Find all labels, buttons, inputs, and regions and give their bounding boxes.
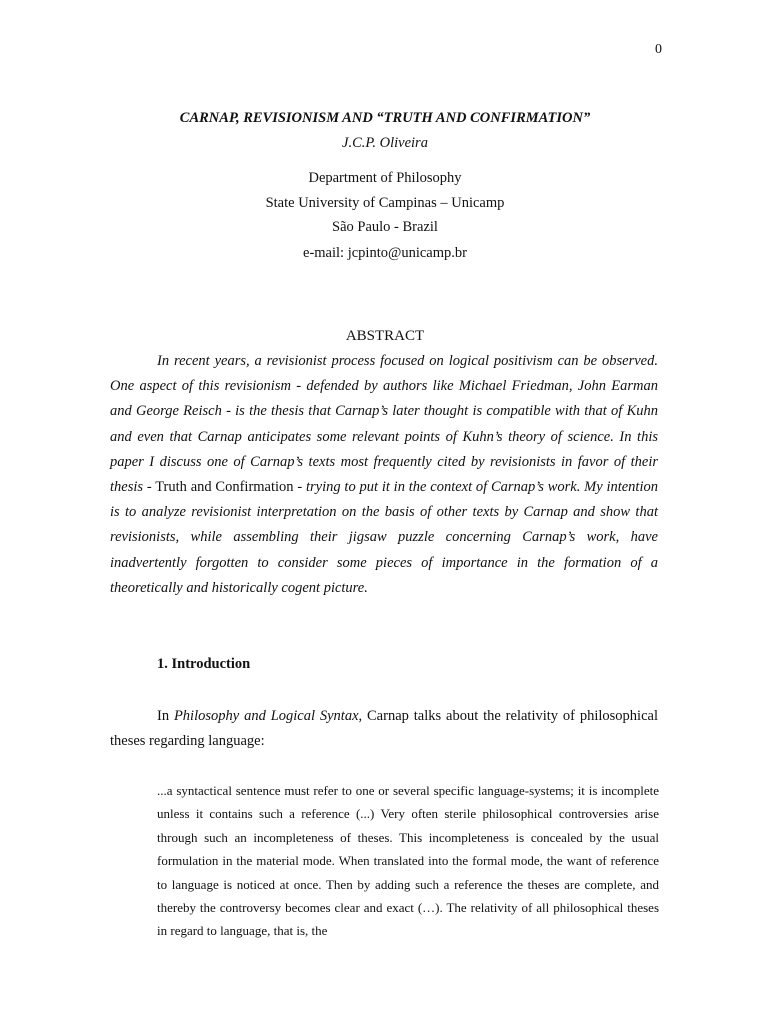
affiliation-email: e-mail: jcpinto@unicamp.br	[303, 245, 467, 261]
page-number: 0	[655, 42, 662, 57]
intro-paragraph	[110, 704, 658, 754]
paper-title: CARNAP, REVISIONISM AND “TRUTH AND CONFIRMATION”	[179, 110, 591, 126]
intro-prefix: In	[157, 708, 174, 724]
author-name: J.C.P. Oliveira	[342, 135, 428, 151]
abstract-body	[110, 349, 658, 601]
abstract-paragraph	[110, 349, 658, 601]
abstract-text-part2: trying to put it in the context of Carnap’s work. My intention is to analyze revisionist interpretation on the basis of other texts by Carnap and show that revisionists, while assembling their jigsaw puzzle concerning Carnap’s work, have inadvertently forgotten to consider some pieces of importance in the formation of a theoretically and historically cogent picture.	[110, 479, 658, 596]
section-heading: 1. Introduction	[157, 656, 251, 672]
block-quote: ...a syntactical sentence must refer to one or several specific language-systems; it is incomplete unless it contains such a reference (...) Very often sterile philosophical controversies arise through such an incompleteness of theses. This incompleteness is concealed by the usual formulation in the material mode. When translated into the formal mode, the want of reference to language is noticed at once. Then by adding such a reference the theses are complete, and thereby the controversy becomes clear and exact (…). The relativity of all philosophical theses in regard to language, that is, the	[157, 783, 659, 939]
abstract-heading: ABSTRACT	[345, 328, 425, 344]
intro-book-title: Philosophy and Logical Syntax	[173, 708, 359, 724]
affiliation-university: State University of Campinas – Unicamp	[265, 195, 505, 211]
abstract-text-part1: In recent years, a revisionist process focused on logical positivism can be observed. One aspect of this revisionism - defended by authors like Michael Friedman, John Earman and George Reisch - is the thesis that Carnap’s later thought is compatible with that of Kuhn and even that Carnap anticipates some relevant points of Kuhn’s theory of science. In this paper I discuss one of Carnap’s texts most frequently cited by revisionists in favor of their thesis	[110, 353, 658, 496]
abstract-work-title: - Truth and Confirmation -	[146, 479, 303, 496]
affiliation-department: Department of Philosophy	[308, 170, 462, 186]
intro-suffix: , Carnap talks about the relativity of philosophical theses regarding language:	[110, 708, 658, 749]
affiliation-location: São Paulo - Brazil	[332, 219, 438, 235]
